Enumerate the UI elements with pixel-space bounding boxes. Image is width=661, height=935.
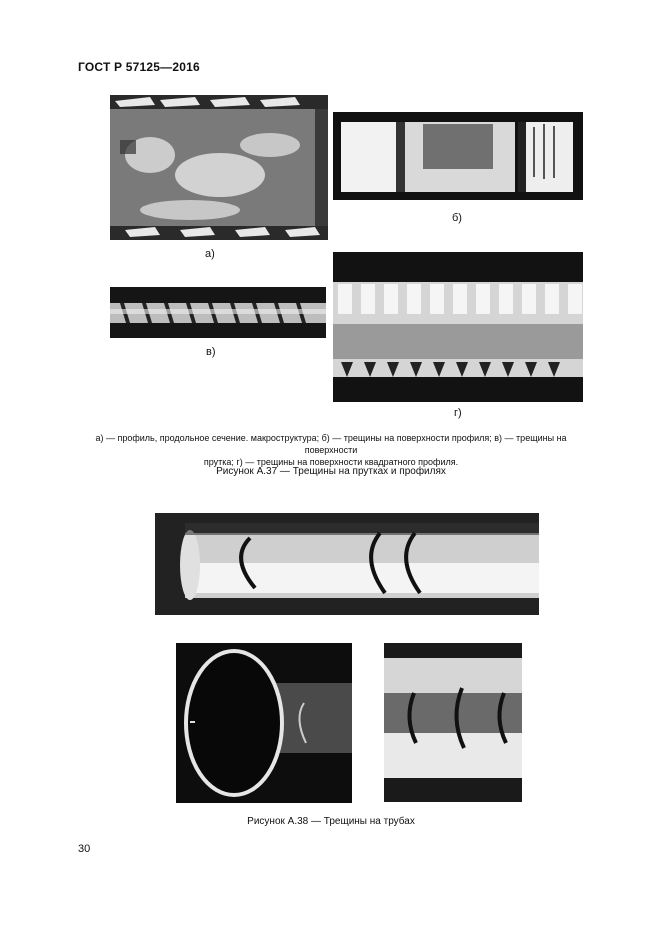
label-g: г) bbox=[454, 407, 462, 419]
figure37-caption-line1: а) — профиль, продольное сечение. макроструктура; б) — трещины на поверхности профиля; в) — трещины на поверхности bbox=[95, 433, 567, 455]
label-a: а) bbox=[205, 248, 215, 260]
photo-g-square-profile-surface-cracks bbox=[333, 252, 583, 402]
photo-a-profile-longitudinal-section bbox=[110, 95, 328, 240]
page-number: 30 bbox=[78, 843, 91, 855]
photo-b-profile-surface-cracks bbox=[333, 112, 583, 200]
label-v: в) bbox=[206, 346, 216, 358]
label-b: б) bbox=[452, 212, 462, 224]
photo-pipe-side-view-cracks bbox=[155, 513, 539, 615]
photo-pipe-close-up-cracks bbox=[384, 643, 522, 802]
figure37-caption-line2: прутка; г) — трещины на поверхности квадратного профиля. bbox=[203, 457, 459, 467]
photo-v-bar-surface-cracks bbox=[110, 287, 326, 338]
figure38-title: Рисунок А.38 — Трещины на трубах bbox=[247, 816, 415, 827]
figure37-caption bbox=[70, 432, 592, 468]
figure37-title: Рисунок А.37 — Трещины на прутках и профилях bbox=[216, 466, 446, 477]
document-header: ГОСТ Р 57125—2016 bbox=[78, 60, 200, 74]
photo-pipe-end-view bbox=[176, 643, 352, 803]
